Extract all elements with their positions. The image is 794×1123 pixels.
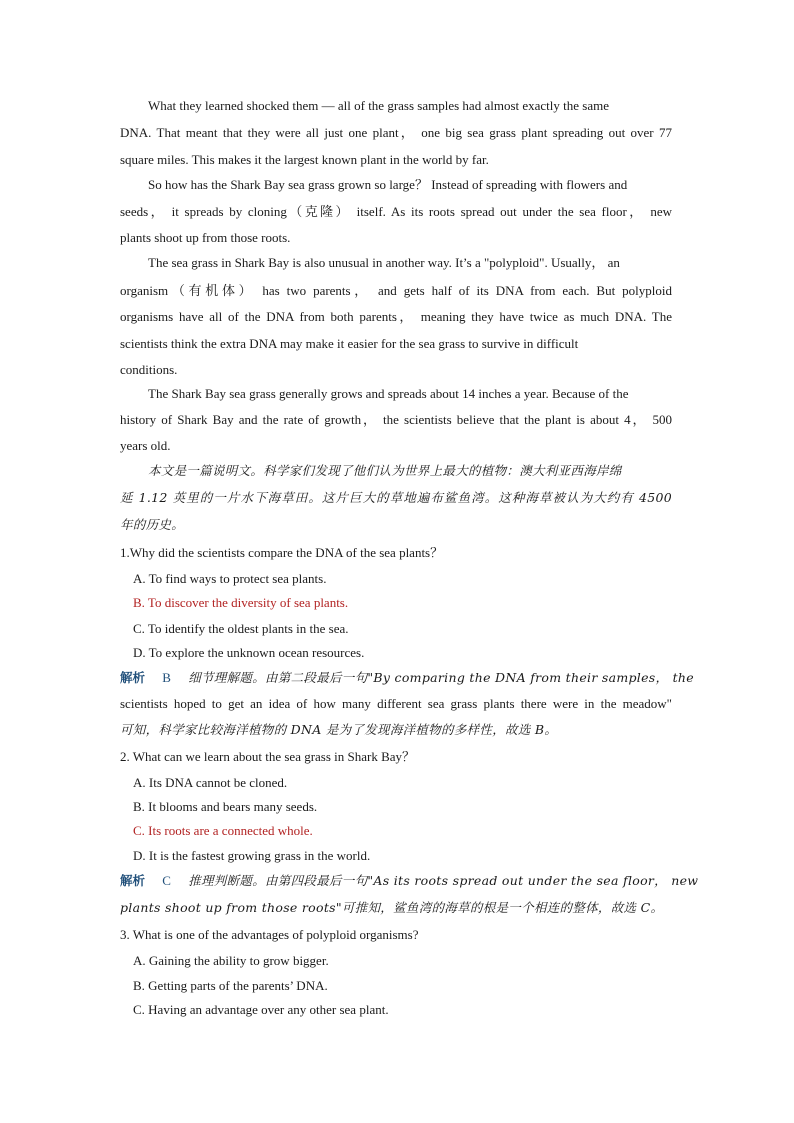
option-c: C. To identify the oldest plants in the sea. — [133, 621, 349, 636]
option-c: C. Having an advantage over any other sea plant. — [133, 1002, 389, 1017]
answer-label: 解析 — [120, 670, 146, 685]
option-d: D. To explore the unknown ocean resources. — [133, 645, 365, 660]
question-stem: 2. What can we learn about the sea grass in Shark Bay？ — [120, 749, 416, 764]
explanation-line — [120, 873, 698, 889]
option-a: A. Gaining the ability to grow bigger. — [133, 953, 329, 968]
passage-line: organism（有机体） has two parents， and gets half of its DNA from each. But polyploid — [120, 283, 672, 298]
passage-line: seeds， it spreads by cloning（克隆） itself. As its roots spread out under the sea floor， new — [120, 204, 672, 219]
explanation-line: plants shoot up from those roots"可推知，鲨鱼湾的海草的根是一个相连的整体，故选 C。 — [120, 900, 664, 915]
explanation-text: 细节理解题。由第二段最后一句"By comparing the DNA from their samples， the — [188, 670, 694, 685]
question-stem: 1.Why did the scientists compare the DNA of the sea plants？ — [120, 545, 444, 560]
option-b-correct: B. To discover the diversity of sea plants. — [133, 595, 349, 610]
explanation-line: scientists hoped to get an idea of how many different sea grass plants there were in the meadow" — [120, 696, 672, 711]
passage-line: scientists think the extra DNA may make it easier for the sea grass to survive in difficult — [120, 336, 579, 351]
option-a: A. To find ways to protect sea plants. — [133, 571, 327, 586]
option-c-correct: C. Its roots are a connected whole. — [133, 823, 313, 838]
explanation-line — [120, 670, 694, 686]
option-b: B. It blooms and bears many seeds. — [133, 799, 318, 814]
question-stem: 3. What is one of the advantages of polyploid organisms? — [120, 927, 419, 942]
option-a: A. Its DNA cannot be cloned. — [133, 775, 288, 790]
passage-line: What they learned shocked them — all of the grass samples had almost exactly the same — [148, 98, 609, 113]
option-b: B. Getting parts of the parents’ DNA. — [133, 978, 328, 993]
explanation-text: 推理判断题。由第四段最后一句"As its roots spread out under the sea floor， new — [188, 873, 699, 888]
passage-line: history of Shark Bay and the rate of growth， the scientists believe that the plant is about 4， 500 — [120, 412, 672, 427]
passage-line: years old. — [120, 438, 171, 453]
passage-line: DNA. That meant that they were all just one plant， one big sea grass plant spreading out over 77 — [120, 125, 672, 140]
answer-letter: B — [162, 670, 171, 685]
summary-line: 本文是一篇说明文。科学家们发现了他们认为世界上最大的植物：澳大利亚西海岸绵 — [148, 463, 622, 478]
passage-line: The Shark Bay sea grass generally grows and spreads about 14 inches a year. Because of the — [148, 386, 629, 401]
passage-line: organisms have all of the DNA from both parents， meaning they have twice as much DNA. The — [120, 309, 672, 324]
passage-line: plants shoot up from those roots. — [120, 230, 291, 245]
passage-line: square miles. This makes it the largest known plant in the world by far. — [120, 152, 489, 167]
summary-line: 年的历史。 — [120, 517, 185, 532]
summary-line: 延 1.12 英里的一片水下海草田。这片巨大的草地遍布鲨鱼湾。这种海草被认为大约有 4500 — [120, 490, 672, 505]
option-d: D. It is the fastest growing grass in the world. — [133, 848, 371, 863]
answer-label: 解析 — [120, 873, 146, 888]
explanation-line: 可知，科学家比较海洋植物的 DNA 是为了发现海洋植物的多样性，故选 B。 — [120, 722, 558, 737]
answer-letter: C — [162, 873, 171, 888]
passage-line: conditions. — [120, 362, 178, 377]
passage-line: The sea grass in Shark Bay is also unusual in another way. It’s a "polyploid". Usually， an — [148, 255, 620, 270]
passage-line: So how has the Shark Bay sea grass grown so large？ Instead of spreading with flowers and — [148, 177, 628, 192]
